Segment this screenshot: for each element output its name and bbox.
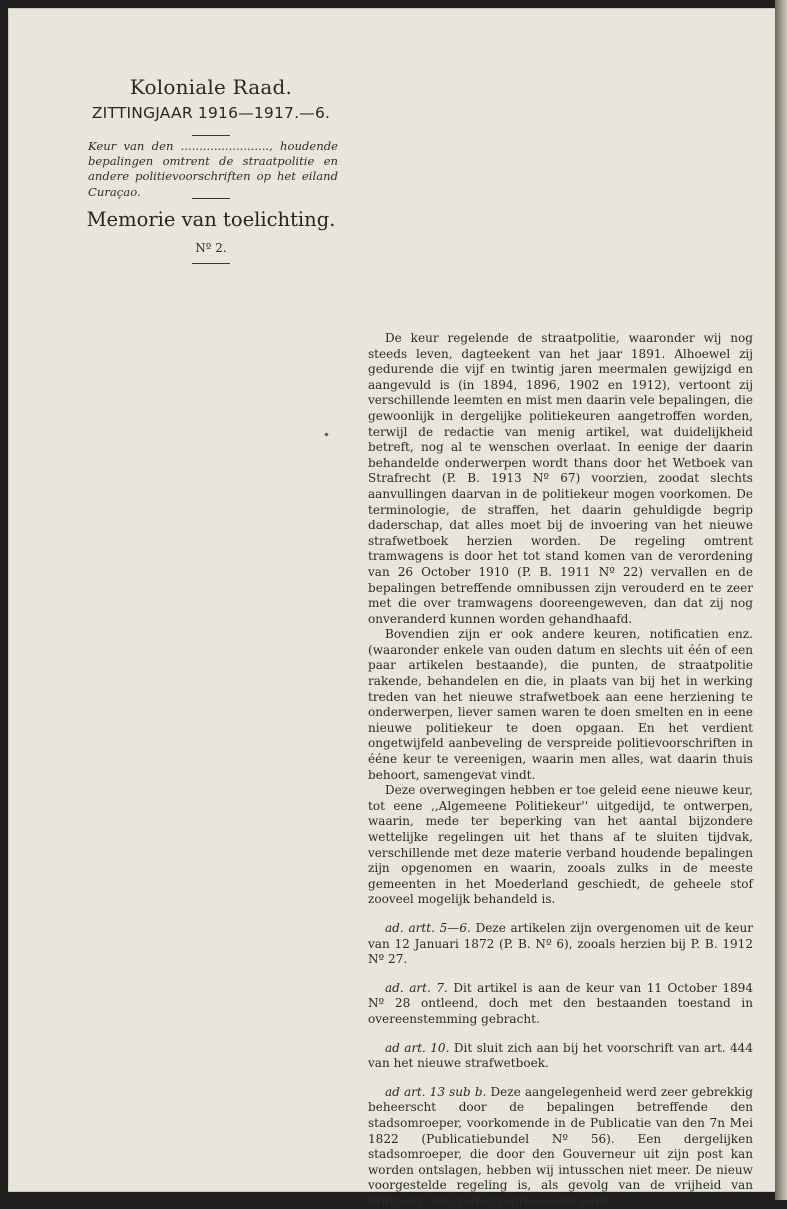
article-text: Deze artikelen zijn overgenomen uit de keur van 12 Januari 1872 (P. B. Nº 6), zooals herzien bij P. B. 1912 Nº 27.	[368, 920, 753, 967]
divider	[192, 198, 230, 199]
keur-description: Keur van den ........................, houdende bepalingen omtrent de straatpolitie en andere politievoorschriften op het eiland Curaçao.	[88, 139, 338, 199]
article-note	[368, 1041, 753, 1072]
paragraph: Deze overwegingen hebben er toe geleid eene nieuwe keur, tot eene ,,Algemeene Politiekeur'' uitgedijd, te ontwerpen, waarin, mede ter beperking van het aantal bijzondere wettelijke regelingen uit het thans af te sluiten tijdvak, verschillende met deze materie verband houdende bepalingen zijn opgenomen en waarin, zooals zulks in de meeste gemeenten in het Moederland geschiedt, de geheele stof zooveel mogelijk behandeld is.	[368, 783, 753, 907]
article-note	[368, 921, 753, 968]
article-label: ad art. 10.	[385, 1040, 450, 1055]
paragraph: Bovendien zijn er ook andere keuren, notificatien enz. (waaronder enkele van ouden datum en slechts uit één of een paar artikelen bestaande), die punten, de straatpolitie rakende, behandelen en die, in plaats van bij het in werking treden van het nieuwe strafwetboek aan eene herziening te onderwerpen, liever samen waren te doen smelten en in eene nieuwe politiekeur te doen opgaan. En het verdient ongetwijfeld aanbeveling de verspreide politievoorschriften in ééne keur te vereenigen, waarin men alles, wat daarin thuis behoort, samengevat vindt.	[368, 627, 753, 782]
article-label: ad. artt. 5—6.	[385, 920, 471, 935]
divider	[192, 263, 230, 264]
session-year: ZITTINGJAAR 1916—1917.—6.	[91, 104, 331, 122]
council-title: Koloniale Raad.	[129, 75, 293, 99]
article-note	[368, 981, 753, 1028]
paragraph: De keur regelende de straatpolitie, waaronder wij nog steeds leven, dagteekent van het jaar 1891. Alhoewel zij gedurende die vijf en twintig jaren meermalen gewijzigd en aangevuld is (in 1894, 1896, 1902 en 1912), vertoont zij verschillende leemten en mist men daarin vele bepalingen, die gewoonlijk in dergelijke politiekeuren aangetroffen worden, terwijl de redactie van menig artikel, wat duidelijkheid betreft, nog al te wenschen overlaat. In eenige der daarin behandelde onderwerpen wordt thans door het Wetboek van Strafrecht (P. B. 1913 Nº 67) voorzien, zoodat slechts aanvullingen daarvan in de politiekeur mogen voorkomen. De terminologie, de straffen, het daarin gehuldigde begrip daderschap, dat alles moet bij de invoering van het nieuwe strafwetboek herzien worden. De regeling omtrent tramwagens is door het tot stand komen van de verordening van 26 October 1910 (P. B. 1911 Nº 22) vervallen en de bepalingen betreffende omnibussen zijn verouderd en te zeer met die over tramwagens dooreengeweven, dan dat zij nog onveranderd kunnen worden gehandhaafd.	[368, 331, 753, 626]
document-number: Nº 2.	[195, 241, 227, 255]
article-text: Dit sluit zich aan bij het voorschrift van art. 444 van het nieuwe strafwetboek.	[368, 1040, 753, 1071]
page-edge	[775, 0, 787, 1200]
divider	[192, 135, 230, 136]
explanatory-text	[368, 331, 753, 1209]
document-header	[74, 72, 348, 136]
article-note	[368, 1085, 753, 1209]
article-label: ad art. 13 sub b.	[385, 1084, 487, 1099]
article-text: Dit artikel is aan de keur van 11 October 1894 Nº 28 ontleend, doch met den bestaanden toestand in overeenstemming gebracht.	[368, 980, 753, 1026]
memorie-title: Memorie van toelichting.	[86, 208, 336, 231]
article-label: ad. art. 7.	[385, 980, 448, 995]
article-text: Deze aangelegenheid werd zeer gebrekkig beheerscht door de bepalingen betreffende den stadsomroeper, voorkomende in de Publicatie van den 7n Mei 1822 (Publicatiebundel Nº 56). Een dergelijken stadsomroeper, die door den Gouverneur uit zijn post kan worden ontslagen, hebben wij intusschen niet meer. De nieuw voorgestelde regeling is, als gevolg van de vrijheid van drukpers, van zuiver repressieven aard.	[368, 1084, 753, 1208]
